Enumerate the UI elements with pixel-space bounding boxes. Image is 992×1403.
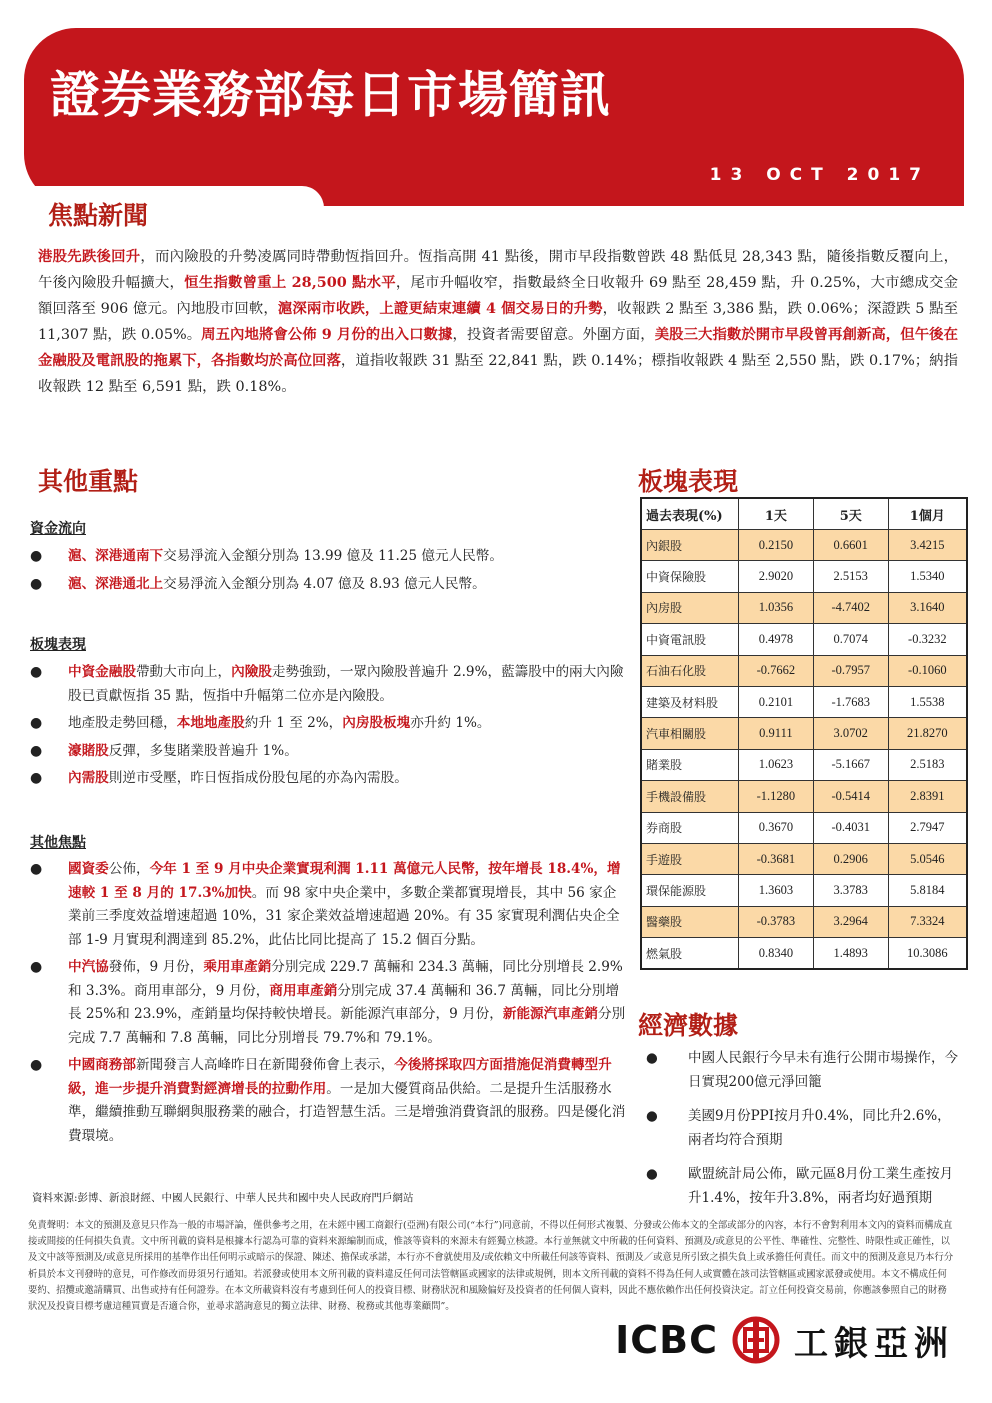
value-1m-cell: 5.0546 xyxy=(888,843,967,874)
table-row xyxy=(641,592,967,623)
sector-name-cell: 中資電訊股 xyxy=(641,624,739,655)
bullet-icon: ● xyxy=(30,548,43,564)
value-1d-cell: 1.0623 xyxy=(739,749,814,780)
bullet-icon: ● xyxy=(30,959,43,975)
sector-name-cell: 汽車相關股 xyxy=(641,718,739,749)
table-row xyxy=(641,938,967,970)
body-text: ，收報跌 2 點至 3,386 點，跌 0.06%；深證跌 5 點至 11,307 點，跌 0.05%。 xyxy=(38,301,958,343)
table-row xyxy=(641,875,967,906)
table-row xyxy=(641,906,967,937)
econ-list xyxy=(640,1046,962,1220)
table-row xyxy=(641,530,967,561)
highlight-text: 乘用車產銷 xyxy=(203,959,272,975)
focus-paragraph xyxy=(38,244,958,400)
logo-text-en: ICBC xyxy=(615,1318,718,1362)
bullet-icon: ● xyxy=(30,861,43,877)
sector-name-cell: 賭業股 xyxy=(641,749,739,780)
body-text: ，道指收報跌 31 點至 22,841 點，跌 0.14%；標指收報跌 4 點至 2,550 點，跌 0.17%；納指收報跌 12 點至 6,591 點，跌 0.18%。 xyxy=(38,353,958,395)
table-row xyxy=(641,749,967,780)
value-1m-cell: 2.8391 xyxy=(888,781,967,812)
value-1d-cell: -1.1280 xyxy=(739,781,814,812)
icbc-emblem-icon xyxy=(732,1316,780,1364)
body-text: 反彈，多隻賭業股普遍升 1%。 xyxy=(108,742,298,759)
sector-name-cell: 石油石化股 xyxy=(641,655,739,686)
table-row xyxy=(641,624,967,655)
body-text: 。而 98 家中央企業中，多數企業都實現增長，其中 56 家企業前三季度效益增速超過 10%，31 家企業效益增速超過 20%。有 35 家實現利潤佔央企全部 1-9 月實現利潤達到 85.2%，此佔比同比提高了 15.2 個百分點。 xyxy=(68,884,620,948)
value-1d-cell: -0.7662 xyxy=(739,655,814,686)
value-1m-cell: 5.8184 xyxy=(888,875,967,906)
bullet-item xyxy=(30,712,628,736)
highlight-text: 國資委 xyxy=(68,861,109,877)
value-5d-cell: 0.6601 xyxy=(813,530,888,561)
highlight-text: 濠賭股 xyxy=(68,742,109,759)
table-row xyxy=(641,843,967,874)
highlight-text: 中資金融股 xyxy=(68,664,136,680)
value-1m-cell: -0.1060 xyxy=(888,655,967,686)
highlight-text: 新能源汽車產銷 xyxy=(502,1006,599,1022)
body-text: 約升 1 至 2%， xyxy=(244,715,343,731)
value-5d-cell: 2.5153 xyxy=(813,561,888,592)
econ-item-text: 歐盟統計局公佈，歐元區8月份工業生產按月升1.4%，按年升3.8%，兩者均好過預期 xyxy=(688,1166,954,1206)
bullet-item xyxy=(30,740,628,764)
body-text: 公佈， xyxy=(108,861,150,877)
value-5d-cell: -0.5414 xyxy=(813,781,888,812)
econ-item xyxy=(640,1104,962,1152)
value-1d-cell: -0.3681 xyxy=(739,843,814,874)
highlight-text: 美股三大指數於開市早段曾再創新高，但午後在金融股及電訊股的拖累下，各指數均於高位回落 xyxy=(38,326,958,369)
econ-item-text: 美國9月份PPI按月升0.4%，同比升2.6%，兩者均符合預期 xyxy=(688,1108,951,1148)
body-text: 分別完成 7.7 萬輛和 7.8 萬輛，同比分別增長 79.7%和 79.1%。 xyxy=(68,1006,626,1046)
sector-heading: 板塊表現 xyxy=(638,467,739,496)
col-header: 1天 xyxy=(739,498,814,530)
value-5d-cell: -4.7402 xyxy=(813,592,888,623)
body-text: 發佈，9 月份， xyxy=(108,959,204,975)
bullet-item xyxy=(30,661,628,708)
highlight-text: 內險股 xyxy=(231,664,272,680)
value-1d-cell: 0.8340 xyxy=(739,938,814,970)
value-5d-cell: 3.3783 xyxy=(813,875,888,906)
value-5d-cell: -0.4031 xyxy=(813,812,888,843)
econ-heading: 經濟數據 xyxy=(638,1011,739,1040)
bullet-icon: ● xyxy=(30,1057,43,1073)
sector-name-cell: 中資保險股 xyxy=(641,561,739,592)
value-1d-cell: 0.2101 xyxy=(739,686,814,717)
body-text: 新聞發言人高峰昨日在新聞發佈會上表示， xyxy=(135,1057,395,1073)
bullet-icon: ● xyxy=(30,664,43,680)
highlight-text: 滬深兩市收跌，上證更結束連續 4 個交易日的升勢 xyxy=(277,300,603,317)
table-row xyxy=(641,718,967,749)
highlight-text: 商用車產銷 xyxy=(269,982,338,999)
body-text: 亦升約 1%。 xyxy=(410,715,491,731)
icbc-logo xyxy=(615,1318,954,1362)
focus-heading: 焦點新聞 xyxy=(48,201,149,230)
value-1m-cell: -0.3232 xyxy=(888,624,967,655)
value-1d-cell: 0.3670 xyxy=(739,812,814,843)
bullet-item xyxy=(30,956,628,1050)
value-1m-cell: 1.5340 xyxy=(888,561,967,592)
bullet-icon: ● xyxy=(646,1050,658,1066)
value-5d-cell: 3.0702 xyxy=(813,718,888,749)
sector-name-cell: 建築及材料股 xyxy=(641,686,739,717)
bullet-item xyxy=(30,573,628,597)
value-5d-cell: 3.2964 xyxy=(813,906,888,937)
value-5d-cell: 0.7074 xyxy=(813,624,888,655)
value-1m-cell: 3.4215 xyxy=(888,530,967,561)
bullet-icon: ● xyxy=(30,715,43,731)
sector-name-cell: 內房股 xyxy=(641,592,739,623)
sector-name-cell: 燃氣股 xyxy=(641,938,739,970)
value-1m-cell: 2.7947 xyxy=(888,812,967,843)
body-text: 則逆市受壓，昨日恆指成份股包尾的亦為內需股。 xyxy=(108,770,408,786)
value-1m-cell: 10.3086 xyxy=(888,938,967,970)
table-row xyxy=(641,655,967,686)
value-1m-cell: 7.3324 xyxy=(888,906,967,937)
highlight-text: 恒生指數曾重上 28,500 點水平 xyxy=(184,274,396,291)
logo-text-cn: 工銀亞洲 xyxy=(794,1323,954,1364)
other-heading: 其他重點 xyxy=(38,467,139,496)
sector-list xyxy=(30,661,628,795)
highlight-text: 內房股板塊 xyxy=(342,715,411,731)
value-1m-cell: 21.8270 xyxy=(888,718,967,749)
body-text: ，而內險股的升勢凌厲同時帶動恆指回升。恆指高開 41 點後，開市早段指數曾跌 48 點低見 28,343 點，隨後指數反覆向上，午後內險股升幅擴大， xyxy=(38,249,958,291)
bullet-icon: ● xyxy=(30,575,43,592)
highlight-text: 內需股 xyxy=(68,770,109,786)
col-header: 5天 xyxy=(813,498,888,530)
highlight-text: 今後將採取四方面措施促消費轉型升級，進一步提升消費對經濟增長的拉動作用 xyxy=(68,1057,612,1097)
sector-name-cell: 手機設備股 xyxy=(641,781,739,812)
highlight-text: 滬、深港通南下 xyxy=(68,548,164,564)
value-1m-cell: 2.5183 xyxy=(888,749,967,780)
bullet-item xyxy=(30,545,628,569)
highlight-text: 今年 1 至 9 月中央企業實現利潤 1.11 萬億元人民幣，按年增長 18.4%，增速較 1 至 8 月的 17.3%加快 xyxy=(68,861,621,901)
value-1d-cell: 0.2150 xyxy=(739,530,814,561)
value-1d-cell: 0.9111 xyxy=(739,718,814,749)
bullet-icon: ● xyxy=(646,1166,658,1182)
source-note: 資料來源:彭博、新浪財經、中國人民銀行、中華人民共和國中央人民政府門戶網站 xyxy=(32,1192,414,1204)
sector-name-cell: 券商股 xyxy=(641,812,739,843)
value-1d-cell: 0.4978 xyxy=(739,624,814,655)
report-date: 13 OCT 2017 xyxy=(709,165,930,185)
body-text: 地產股走勢回穩， xyxy=(68,715,177,731)
highlight-text: 中國商務部 xyxy=(68,1057,136,1073)
highlight-text: 本地地產股 xyxy=(176,715,245,731)
disclaimer: 免責聲明：本文的預測及意見只作為一般的市場評論，僅供參考之用，在未經中國工商銀行(亞洲)有限公司(“本行”)同意前，不得以任何形式複製、分發或公佈本文的全部或部分的內容，本行不會對利用本文內的資料而構成直接或間接的任何損失負責。文中所刊載的資料是根據本行認為可靠的資料來源編制而成，惟該等資料的來源未有經獨立核證。本行並無就文中所載的任何資料、預測及/或意見的公平性、準確性、完整性、時限性或正確性，以及文中該等預測及/或意見所採用的基準作出任何明示或暗示的保證、陳述、擔保或承諾，本行亦不會就使用及/或依賴文中所載任何該等資料、預測及／或意見所引致之損失負上或承擔任何責任。而文中的預測及意見乃本行分析員於本文刊發時的意見，可作修改而毋須另行通知。若派發或使用本文所刊載的資料違反任何司法管轄區或國家的法律或規例，則本文所刊載的資料不得為任何人或實體在該司法管轄區或國家派發或使用。本文不構成任何要約、招攬或邀請購買、出售或持有任何證券。在本文所載資料沒有考慮到任何人的投資目標、財務狀況和風險偏好及投資者的任何個人資料，因此不應依賴作出任何投資決定。訂立任何投資交易前，你應該參照自己的財務狀況及投資目標考慮這種買賣是否適合你，並尋求諮詢意見的獨立法律、財務、稅務或其他專業顧問”。 xyxy=(28,1220,954,1313)
bullet-item xyxy=(30,858,628,952)
table-row xyxy=(641,561,967,592)
subheading-capital-flow: 資金流向 xyxy=(30,521,86,537)
value-1m-cell: 1.5538 xyxy=(888,686,967,717)
sector-name-cell: 手遊股 xyxy=(641,843,739,874)
body-text: 走勢強勁，一眾內險股普遍升 2.9%，藍籌股中的兩大內險股已貢獻恆指 35 點，恆指中升幅第二位亦是內險股。 xyxy=(68,664,624,704)
table-row xyxy=(641,686,967,717)
table-row xyxy=(641,812,967,843)
highlight-text: 港股先跌後回升 xyxy=(38,248,141,265)
value-1d-cell: -0.3783 xyxy=(739,906,814,937)
body-text: 交易淨流入金額分別為 13.99 億及 11.25 億元人民幣。 xyxy=(163,548,503,564)
econ-item xyxy=(640,1046,962,1094)
body-text: 分別完成 37.4 萬輛和 36.7 萬輛，同比分別增長 25%和 23.9%，產銷量均保持較快增長。新能源汽車部分，9 月份， xyxy=(68,982,620,1022)
bullet-icon: ● xyxy=(30,742,43,759)
value-1m-cell: 3.1640 xyxy=(888,592,967,623)
subheading-other-focus: 其他焦點 xyxy=(30,835,86,851)
bullet-item xyxy=(30,1054,628,1148)
value-1d-cell: 1.3603 xyxy=(739,875,814,906)
econ-item xyxy=(640,1162,962,1210)
highlight-text: 周五內地將會公佈 9 月份的出入口數據 xyxy=(201,326,453,343)
econ-item-text: 中國人民銀行今早未有進行公開市場操作，今日實現200億元淨回籠 xyxy=(688,1050,958,1090)
value-5d-cell: -1.7683 xyxy=(813,686,888,717)
value-1d-cell: 2.9020 xyxy=(739,561,814,592)
sector-name-cell: 醫藥股 xyxy=(641,906,739,937)
sector-name-cell: 環保能源股 xyxy=(641,875,739,906)
value-5d-cell: -0.7957 xyxy=(813,655,888,686)
subheading-sector: 板塊表現 xyxy=(30,637,86,653)
body-text: 交易淨流入金額分別為 4.07 億及 8.93 億元人民幣。 xyxy=(163,575,486,592)
body-text: ，尾市升幅收窄，指數最終全日收報升 69 點至 28,459 點，升 0.25%，大市總成交金額回落至 906 億元。內地股市回軟， xyxy=(38,275,958,317)
sector-table xyxy=(640,497,968,970)
highlight-text: 中汽協 xyxy=(68,959,109,975)
value-1d-cell: 1.0356 xyxy=(739,592,814,623)
sector-name-cell: 內銀股 xyxy=(641,530,739,561)
highlight-text: 滬、深港通北上 xyxy=(68,575,164,592)
col-header: 過去表現(%) xyxy=(641,498,739,530)
value-5d-cell: 0.2906 xyxy=(813,843,888,874)
body-text: 。一是加大優質商品供給。二是提升生活服務水準，繼續推動互聯網與服務業的融合，打造智慧生活。三是增強消費資訊的服務。四是優化消費環境。 xyxy=(68,1080,626,1144)
bullet-icon: ● xyxy=(646,1108,658,1124)
value-5d-cell: -5.1667 xyxy=(813,749,888,780)
table-row xyxy=(641,781,967,812)
page-title: 證券業務部每日市場簡訊 xyxy=(50,66,611,124)
body-text: 帶動大市向上， xyxy=(135,664,232,680)
col-header: 1個月 xyxy=(888,498,967,530)
body-text: ，投資者需要留意。外圍方面， xyxy=(452,327,655,343)
value-5d-cell: 1.4893 xyxy=(813,938,888,970)
body-text: 分別完成 229.7 萬輛和 234.3 萬輛，同比分別增長 2.9%和 3.3%。商用車部分，9 月份， xyxy=(68,959,623,999)
bullet-icon: ● xyxy=(30,770,43,786)
capital-flow-list xyxy=(30,545,628,600)
other-focus-list xyxy=(30,858,628,1152)
bullet-item xyxy=(30,767,628,791)
